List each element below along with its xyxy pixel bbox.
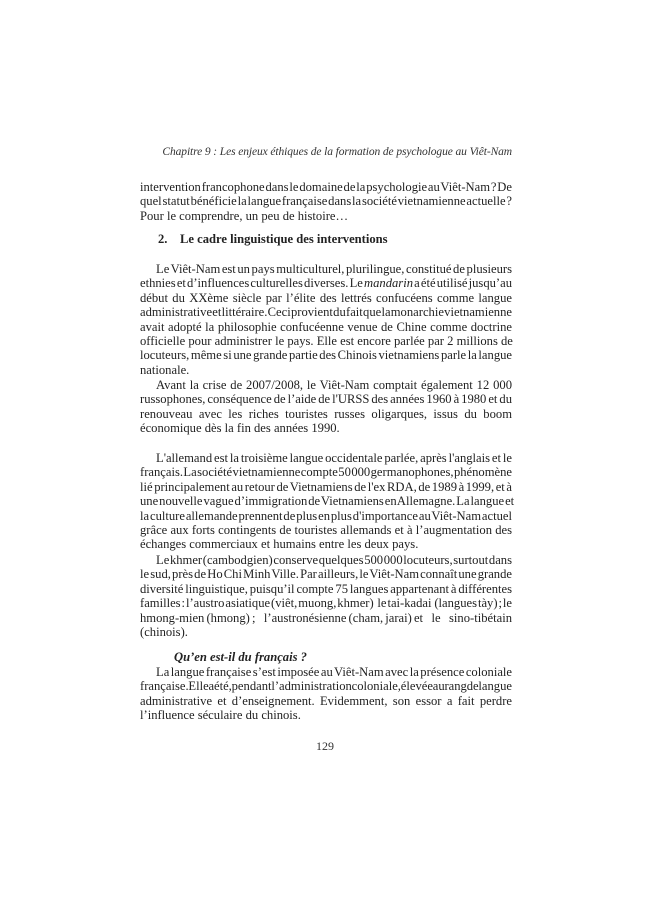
emphasis-mandarin: mandarin xyxy=(364,276,413,291)
paragraph-mandarin xyxy=(140,262,512,377)
text-line: nationale. xyxy=(140,362,190,377)
paragraph-khmer xyxy=(140,553,512,639)
section-title: Le cadre linguistique des interventions xyxy=(180,232,388,246)
running-header: Chapitre 9 : Les enjeux éthiques de la formation de psychologue au Viêt-Nam xyxy=(162,146,512,158)
text-line: économique dès la fin des années 1990. xyxy=(140,421,340,436)
text-line: le sud, près de Ho Chi Minh Ville. Par ailleurs, le Viêt-Nam connaît une grande xyxy=(140,567,512,582)
text-line: Le khmer (cambodgien) conserve quelques 500 000 locuteurs, surtout dans xyxy=(156,553,512,567)
text-line: Le Viêt-Nam est un pays multiculturel, plurilingue, constitué de plusieurs xyxy=(156,262,512,276)
text-line: (chinois). xyxy=(140,624,188,639)
paragraph-francais xyxy=(140,665,512,723)
text-line: hmong-mien (hmong) ; l’austronésienne (cham, jarai) et le sino-tibétain xyxy=(140,610,512,625)
paragraph-russophones xyxy=(140,378,512,436)
text-line: administrative et d’enseignement. Evidemment, son essor a fait perdre xyxy=(140,693,512,708)
text-line: quel statut bénéficie la langue française dans la société vietnamienne actuelle ? xyxy=(140,194,512,209)
subsection-heading: Qu’en est-il du français ? xyxy=(174,650,307,664)
text-line: Pour le comprendre, un peu de histoire… xyxy=(140,208,349,223)
text-line xyxy=(140,276,512,290)
text-line: français. La société vietnamienne compte 50 000 germanophones, phénomène xyxy=(140,465,512,480)
text-segment: a été utilisé jusqu’au xyxy=(413,276,512,291)
text-line: française. Elle a été, pendant l’administration coloniale, élevée au rang de langue xyxy=(140,679,512,694)
text-line: début du XXème siècle par l’élite des lettrés confucéens comme langue xyxy=(140,290,512,305)
text-line: familles : l’austro asiatique (viêt, muong, khmer) le tai-kadai (langues tày) ; le xyxy=(140,596,512,611)
text-line: lié principalement au retour de Vietnamiens de l'ex RDA, de 1989 à 1999, et à xyxy=(140,479,512,494)
section-number: 2. xyxy=(158,232,168,246)
text-line: une nouvelle vague d’immigration de Vietnamiens en Allemagne. La langue et xyxy=(140,494,515,509)
text-line: La langue française s’est imposée au Viêt-Nam avec la présence coloniale xyxy=(156,665,512,679)
text-line: diversité linguistique, puisqu’il compte 75 langues appartenant à différentes xyxy=(140,581,512,596)
text-line: la culture allemande prennent de plus en plus d'importance au Viêt-Nam actuel xyxy=(140,508,512,523)
text-line: échanges commerciaux et humains entre les deux pays. xyxy=(140,537,419,552)
text-line: locuteurs, même si une grande partie des Chinois vietnamiens parle la langue xyxy=(140,348,512,363)
section-heading xyxy=(158,232,388,247)
text-line: avait adopté la philosophie confucéenne venue de Chine comme doctrine xyxy=(140,319,512,334)
paragraph-germanophones xyxy=(140,451,515,552)
intro-paragraph xyxy=(140,180,512,223)
text-line: russophones, conséquence de l’aide de l'URSS des années 1960 à 1980 et du xyxy=(140,392,512,407)
text-line: administrative et littéraire. Ceci provient du fait que la monarchie vietnamienne xyxy=(140,305,512,320)
text-line: Avant la crise de 2007/2008, le Viêt-Nam comptait également 12 000 xyxy=(156,378,512,392)
text-line: officielle pour administrer le pays. Elle est encore parlée par 2 millions de xyxy=(140,333,513,348)
text-line: l’influence séculaire du chinois. xyxy=(140,708,301,723)
page-number: 129 xyxy=(316,739,334,753)
text-line: renouveau avec les riches touristes russes oligarques, issus du boom xyxy=(140,406,512,421)
text-line: intervention francophone dans le domaine de la psychologie au Viêt-Nam ? De xyxy=(140,180,512,194)
text-line: L'allemand est la troisième langue occidentale parlée, après l'anglais et le xyxy=(156,451,512,465)
text-line: grâce aux forts contingents de touristes allemands et à l’augmentation des xyxy=(140,522,512,537)
text-segment: ethnies et d’influences culturelles diverses. Le xyxy=(140,276,365,291)
